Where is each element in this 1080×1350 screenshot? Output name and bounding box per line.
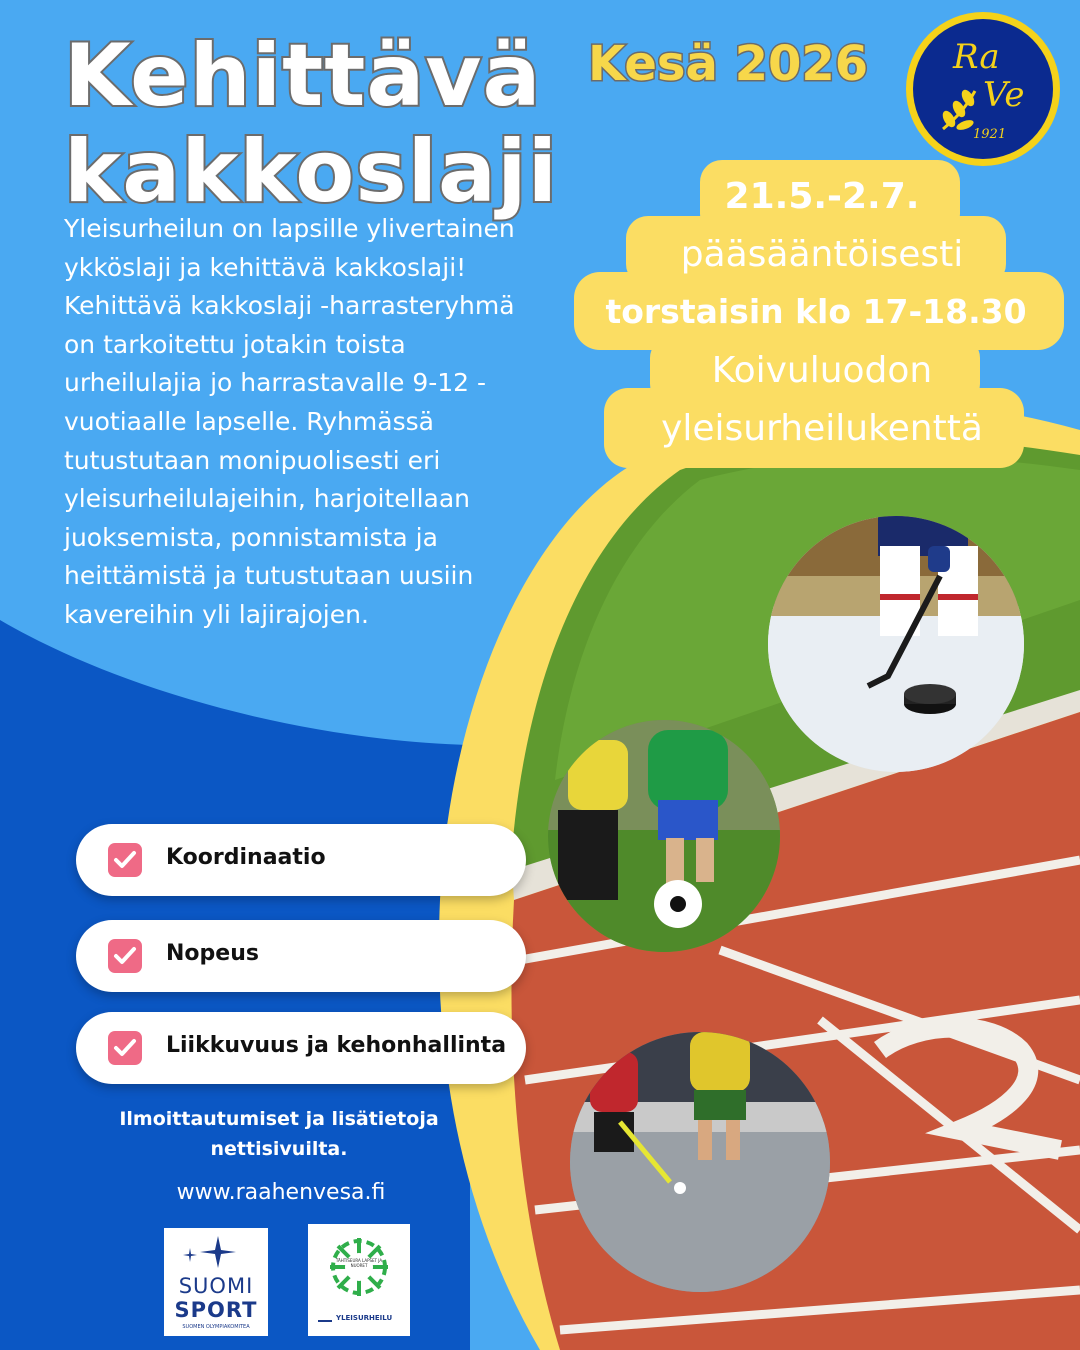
club-logo-year: 1921	[973, 127, 1007, 142]
floorball-illustration	[570, 1032, 830, 1292]
football-illustration	[548, 720, 780, 952]
checkbox-checked-icon	[108, 939, 142, 973]
info-place-line1: Koivuluodon	[711, 350, 933, 391]
info-dates: 21.5.-2.7.	[724, 176, 920, 217]
checklist-item-koordinaatio	[76, 824, 526, 896]
club-logo-top-text: Ra	[953, 37, 1000, 77]
sparkle-icon	[178, 1234, 238, 1270]
checklist-item-nopeus	[76, 920, 526, 992]
checkbox-checked-icon	[108, 1031, 142, 1065]
club-logo	[906, 12, 1060, 166]
checklist-label: Nopeus	[166, 941, 259, 966]
checkbox-checked-icon	[108, 843, 142, 877]
photo-ice-hockey	[768, 516, 1024, 772]
tahtiseura-caption: TÄHTISEURA LAPSET JA NUORET	[335, 1258, 383, 1268]
website-link[interactable]: www.raahenvesa.fi	[176, 1180, 386, 1205]
suomisport-logo	[164, 1228, 268, 1336]
registration-text: Ilmoittautumiset ja lisätietoja nettisivuilta.	[119, 1108, 439, 1160]
suomisport-line2: SPORT	[174, 1298, 258, 1322]
club-logo-inner	[913, 19, 1053, 159]
tahtiseura-logo	[308, 1224, 410, 1336]
info-time: torstaisin klo 17-18.30	[605, 292, 1027, 331]
description-text: Yleisurheilun on lapsille ylivertainen ykköslaji ja kehittävä kakkoslaji! Kehittävä kakkoslaji -harrasteryhmä on tarkoitettu jotakin toista urheilulajia jo harrastavalle 9-12 -vuotiaalle lapselle. Ryhmässä tutustutaan monipuolisesti eri yleisurheilulajeihin, harjoitellaan juoksemista, ponnistamista ja heittämistä ja tutustutaan uusiin kavereihin yli lajirajojen.	[64, 214, 515, 629]
info-place-line2: yleisurheilukenttä	[661, 408, 983, 449]
suomisport-caption: SUOMEN OLYMPIAKOMITEA	[182, 1324, 250, 1330]
title-line-2: kakkoslaji	[64, 122, 559, 222]
tahtiseura-footer: YLEISURHEILU	[336, 1314, 393, 1322]
ice-hockey-illustration	[768, 516, 1024, 772]
season-label: Kesä 2026	[588, 36, 869, 92]
title-line-1: Kehittävä	[64, 26, 542, 126]
checklist-item-liikkuvuus	[76, 1012, 526, 1084]
tahtiseura-divider	[318, 1320, 332, 1322]
checklist-label: Koordinaatio	[166, 845, 326, 870]
info-frequency: pääsääntöisesti	[680, 234, 964, 275]
club-logo-bottom-text: Ve	[983, 75, 1025, 115]
suomisport-line1: SUOMI	[178, 1274, 254, 1298]
photo-football	[548, 720, 780, 952]
checklist-label: Liikkuvuus ja kehonhallinta	[166, 1033, 507, 1058]
photo-floorball	[570, 1032, 830, 1292]
